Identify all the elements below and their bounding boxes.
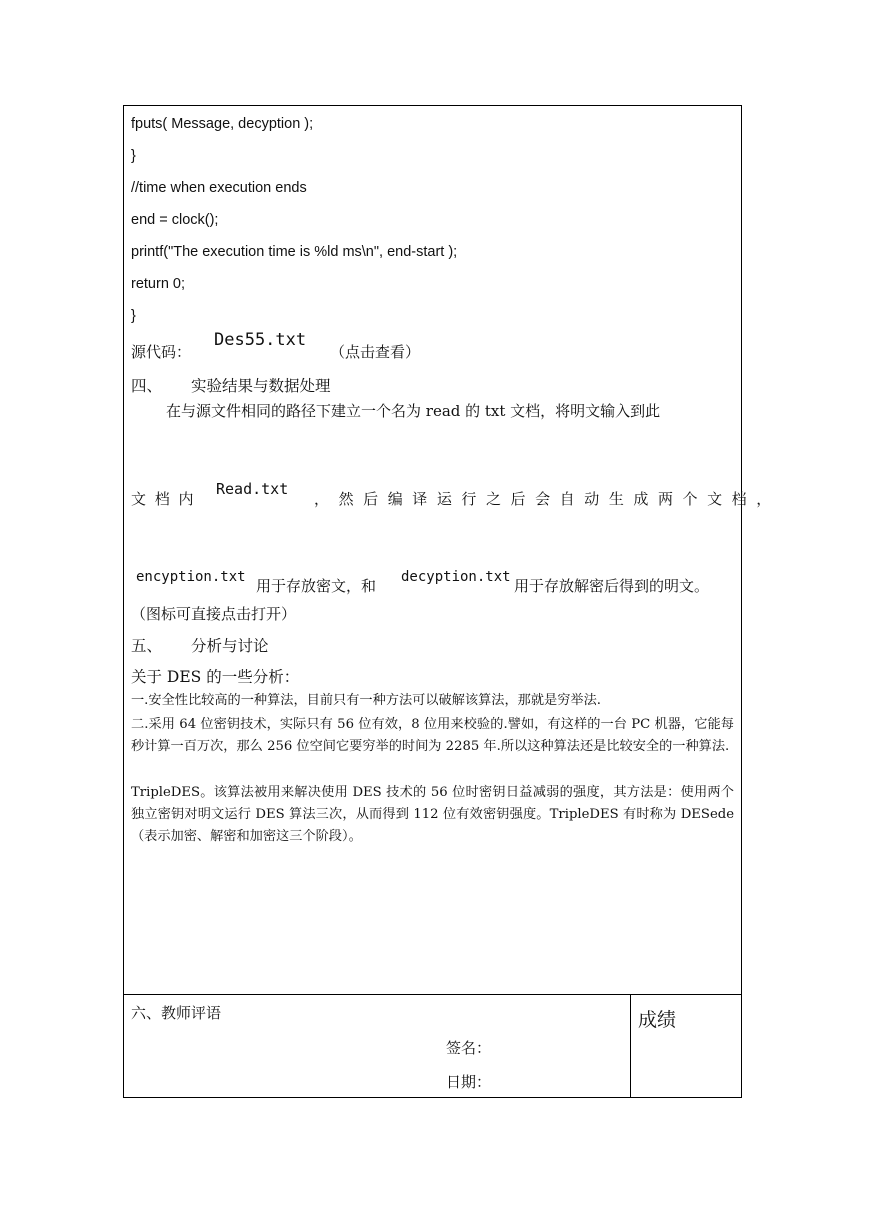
code-line: } xyxy=(131,308,136,324)
source-code-label: 源代码： xyxy=(131,343,192,361)
section-4-text: 用于存放解密后得到的明文。 xyxy=(514,577,710,595)
section-4-heading xyxy=(131,374,331,396)
signature-label: 签名： xyxy=(446,1039,492,1057)
source-hint: （点击查看） xyxy=(330,343,421,361)
analysis-item: 二.采用 64 位密钥技术，实际只有 56 位有效，8 位用来校验的.譬如，有这样的一台 PC 机器，它能每秒计算一百万次，那么 256 位空间它要穷举的时间为 2285 年.所以这种算法还是比较安全的一种算法. xyxy=(131,717,734,754)
grade-divider xyxy=(630,994,631,1098)
analysis-item: TripleDES。该算法被用来解决使用 DES 技术的 56 位时密钥日益减弱的强度，其方法是：使用两个独立密钥对明文运行 DES 算法三次，从而得到 112 位有效密钥强度。TripleDES 有时称为 DESede（表示加密、解密和加密这三个阶段）。 xyxy=(131,785,734,844)
code-line: //time when execution ends xyxy=(131,180,307,196)
section-4-paragraph: 在与源文件相同的路径下建立一个名为 read 的 txt 文档，将明文输入到此 xyxy=(166,402,661,420)
section-5-heading xyxy=(131,634,269,656)
section-4-text: ， 然 后 编 译 运 行 之 后 会 自 动 生 成 两 个 文 档 ， xyxy=(314,490,774,508)
read-file-icon-link[interactable]: Read.txt xyxy=(216,480,289,498)
decyption-file-icon-link[interactable]: decyption.txt xyxy=(401,569,511,585)
section-title: 实验结果与数据处理 xyxy=(191,377,331,395)
code-line: } xyxy=(131,148,136,164)
report-frame-top xyxy=(123,105,742,994)
code-line: return 0; xyxy=(131,276,185,292)
des-analysis-intro: 关于 DES 的一些分析： xyxy=(131,668,300,686)
section-4-text: 文 档 内 xyxy=(131,490,196,508)
section-4-text: 用于存放密文，和 xyxy=(256,577,377,595)
code-line: printf("The execution time is %ld ms\n", end-start ); xyxy=(131,244,458,260)
code-line: fputs( Message, decyption ); xyxy=(131,116,314,132)
analysis-item: 一.安全性比较高的一种算法，目前只有一种方法可以破解该算法，那就是穷举法. xyxy=(131,693,601,708)
section-number: 五、 xyxy=(131,637,163,655)
encyption-file-icon-link[interactable]: encyption.txt xyxy=(136,569,246,585)
section-title: 分析与讨论 xyxy=(191,637,269,655)
grade-label: 成绩 xyxy=(638,1009,677,1031)
section-4-note: （图标可直接点击打开） xyxy=(131,605,297,623)
source-file-icon-link[interactable]: Des55.txt xyxy=(214,330,307,350)
section-number: 四、 xyxy=(131,377,163,395)
date-label: 日期： xyxy=(446,1073,492,1091)
code-line: end = clock(); xyxy=(131,212,219,228)
teacher-comment-title: 六、教师评语 xyxy=(131,1004,222,1022)
